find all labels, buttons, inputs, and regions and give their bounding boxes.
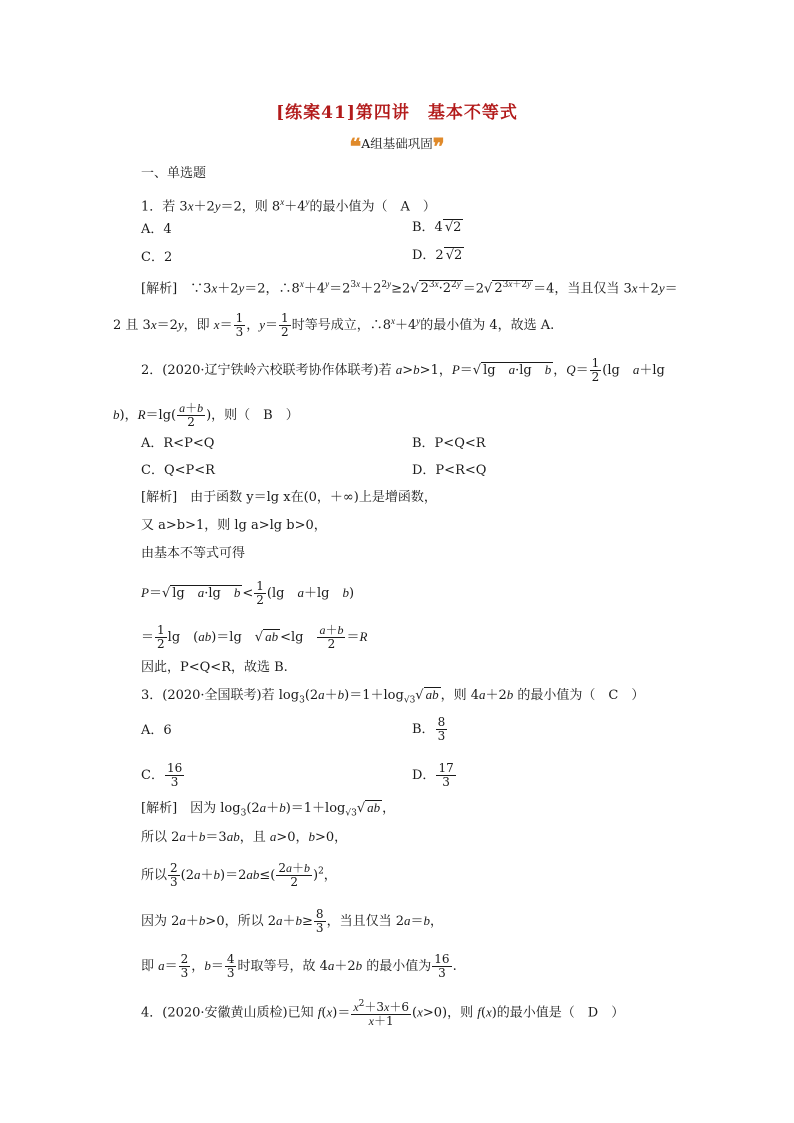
q3-option-a: A．6: [141, 723, 172, 738]
section-banner: [0, 134, 794, 160]
q4-stem: 4．(2020·安徽黄山质检)已知 f(x)＝ $\frac{x^2+3x+6}{x+1}$ (x>0)，则 f(x)的最小值是（ D ）: [141, 999, 625, 1028]
q2-option-c: C．Q<P<R: [141, 463, 215, 478]
q2-stem-line2: b)，R＝lg( $\frac{a+b}{2}$ )，则（ B ）: [113, 401, 299, 429]
q3-analysis-line4: 因为 2a＋b>0，所以 2a＋b≥ $\frac{8}{3}$ ，当且仅当 2a＝b，: [141, 907, 443, 935]
q2-analysis-line6: 因此，P<Q<R，故选 B.: [141, 660, 288, 675]
q2-analysis-line5: ＝ $\frac{1}{2}$ lg (ab)＝lg √ ab <lg $\frac{a+b}{2}$ ＝R: [141, 623, 368, 651]
q2-analysis-line4: P＝√ lg a·lg b < $\frac{1}{2}$ (lg a＋lg b): [141, 579, 355, 607]
q3-option-d: D． $\frac{17}{3}$: [412, 761, 454, 789]
q2-stem-line1: 2．(2020·辽宁铁岭六校联考协作体联考)若 a>b>1，P＝√ lg a·lg b ，Q＝ $\frac{1}{2}$ (lg a＋lg: [141, 356, 665, 384]
q2-option-a: A．R<P<Q: [141, 436, 215, 451]
banner-text: A组基础巩固: [361, 136, 433, 151]
q2-analysis-line3: 由基本不等式可得: [141, 546, 246, 561]
q1-option-a: A．4: [141, 222, 172, 237]
q1-option-d: D．2 √2: [412, 248, 463, 263]
q3-analysis-line3: 所以 $\frac{2}{3}$ (2a＋b)＝2ab≤( $\frac{2a+b}{2}$ )$^2$，: [141, 861, 337, 889]
q1-analysis-line1: [解析] ∵3x＋2y＝2，$\therefore 8^x+4^y=2^{3x}+2^{2y}\ge 2√$ $2^{3x}\cdot 2^{2y} =2√$ $2^{3x+2y} =4$，当且仅当 3x＋2y＝: [141, 279, 678, 297]
q1-stem: 1．若 3x＋2y＝2，则 $8^x+4^y$的最小值为（ A ）: [141, 197, 436, 215]
q2-option-d: D．P<R<Q: [412, 463, 487, 478]
q1-option-b: B．4 √2: [412, 220, 462, 235]
page-title: [练案41]第四讲 基本不等式: [276, 103, 518, 123]
q3-option-c: C． $\frac{16}{3}$: [141, 761, 183, 789]
section-label: 一、单选题: [141, 166, 207, 181]
q2-analysis-line2: 又 a>b>1，则 lg a>lg b>0，: [141, 518, 327, 533]
q3-analysis-line2: 所以 2a＋b＝3ab，且 a>0，b>0，: [141, 829, 348, 845]
q3-analysis-line1: [解析] 因为 $\log_3(2a+b)=1+\log_{√3}√$ ab ，: [141, 800, 396, 819]
q3-option-b: B． $\frac{8}{3}$: [412, 715, 446, 743]
q3-stem: 3．(2020·全国联考)若 $\log_3(2a+b)=1+\log_{√3}√$ ab ，则 4a＋2b 的最小值为（ C ）: [141, 687, 645, 706]
q3-analysis-line5: 即 a＝ $\frac{2}{3}$ ，b＝ $\frac{4}{3}$ 时取等号，故 4a＋2b 的最小值为 $\frac{16}{3}$ .: [141, 952, 457, 980]
q1-option-c: C．2: [141, 250, 173, 265]
q1-analysis-line2: 2 且 3x＝2y，即 x＝ $\frac{1}{3}$ ，y＝ $\frac{1}{2}$ 时等号成立，$\therefore 8^x+4^y$的最小值为 4，故选 A.: [113, 311, 555, 339]
q2-option-b: B．P<Q<R: [412, 436, 486, 451]
open-quote-icon: ❝: [349, 134, 362, 160]
close-quote-icon: ❞: [432, 134, 445, 160]
q2-analysis-line1: [解析] 由于函数 y＝lg x在(0，＋∞)上是增函数，: [141, 490, 437, 505]
